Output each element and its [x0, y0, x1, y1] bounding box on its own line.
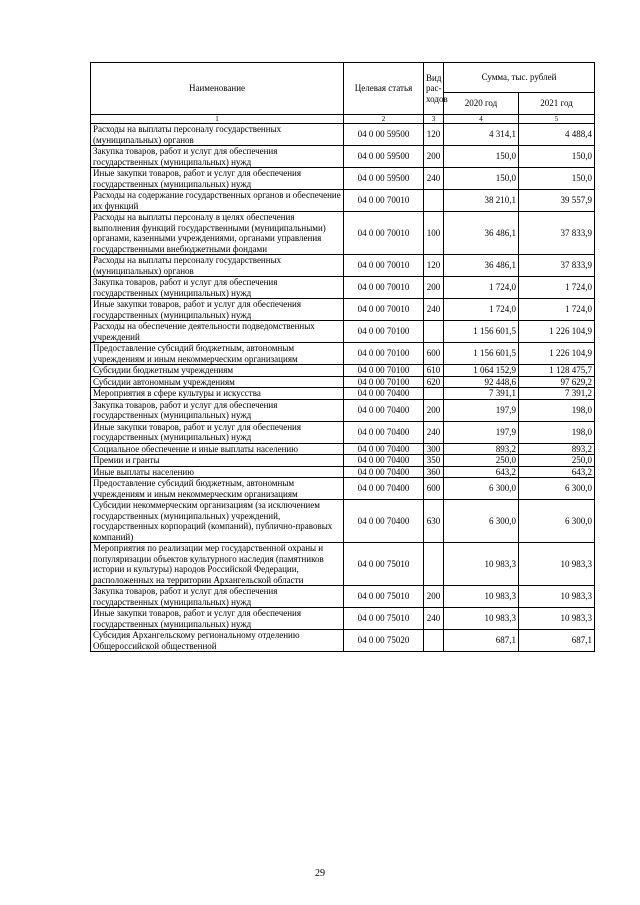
table-row	[91, 388, 595, 400]
row-amount-2021-cell: 250,0	[519, 455, 595, 467]
row-expense-type-cell: 360	[424, 466, 444, 478]
row-name-cell: Расходы на выплаты персоналу государственных (муниципальных) органов	[91, 255, 344, 277]
row-expense-type-cell: 600	[424, 343, 444, 365]
row-target-code-cell: 04 0 00 75020	[344, 630, 424, 652]
row-amount-2021-cell: 10 983,3	[519, 543, 595, 586]
budget-table	[90, 62, 595, 652]
row-name-cell: Закупка товаров, работ и услуг для обеспечения государственных (муниципальных) нужд	[91, 399, 344, 421]
row-expense-type-cell: 240	[424, 299, 444, 321]
row-target-code-cell: 04 0 00 70400	[344, 388, 424, 400]
row-name-cell: Мероприятия по реализации мер государственной охраны и популяризации объектов культурного наследия (памятников истории и культуры) народов Российской Федерации, расположенных на территории Архангельской области	[91, 543, 344, 586]
table-row	[91, 343, 595, 365]
row-amount-2020-cell: 197,9	[444, 399, 519, 421]
row-amount-2020-cell: 92 448,6	[444, 376, 519, 388]
row-name-cell: Социальное обеспечение и иные выплаты населению	[91, 443, 344, 455]
table-row	[91, 255, 595, 277]
row-amount-2021-cell: 1 226 104,9	[519, 343, 595, 365]
row-expense-type-cell: 120	[424, 255, 444, 277]
row-amount-2021-cell: 10 983,3	[519, 608, 595, 630]
row-name-cell: Иные закупки товаров, работ и услуг для обеспечения государственных (муниципальных) нужд	[91, 299, 344, 321]
row-target-code-cell: 04 0 00 70010	[344, 299, 424, 321]
row-expense-type-cell: 200	[424, 146, 444, 168]
table-row	[91, 299, 595, 321]
row-target-code-cell: 04 0 00 75010	[344, 586, 424, 608]
header-year-2021: 2021 год	[519, 93, 595, 115]
table-row	[91, 421, 595, 443]
row-amount-2021-cell: 1 226 104,9	[519, 321, 595, 343]
row-amount-2020-cell: 1 724,0	[444, 299, 519, 321]
row-target-code-cell: 04 0 00 70100	[344, 321, 424, 343]
row-name-cell: Расходы на содержание государственных органов и обеспечение их функций	[91, 190, 344, 212]
table-row	[91, 455, 595, 467]
table-row	[91, 212, 595, 255]
row-amount-2021-cell: 1 724,0	[519, 299, 595, 321]
row-target-code-cell: 04 0 00 70010	[344, 255, 424, 277]
row-amount-2020-cell: 10 983,3	[444, 586, 519, 608]
row-name-cell: Иные закупки товаров, работ и услуг для обеспечения государственных (муниципальных) нужд	[91, 608, 344, 630]
row-amount-2020-cell: 36 486,1	[444, 212, 519, 255]
row-amount-2020-cell: 1 156 601,5	[444, 343, 519, 365]
row-amount-2020-cell: 1 156 601,5	[444, 321, 519, 343]
row-expense-type-cell: 300	[424, 443, 444, 455]
header-year-2020: 2020 год	[444, 93, 519, 115]
row-amount-2021-cell: 6 300,0	[519, 478, 595, 500]
row-amount-2021-cell: 150,0	[519, 168, 595, 190]
table-row	[91, 466, 595, 478]
row-name-cell: Закупка товаров, работ и услуг для обеспечения государственных (муниципальных) нужд	[91, 586, 344, 608]
table-row	[91, 168, 595, 190]
row-expense-type-cell: 120	[424, 124, 444, 146]
table-row	[91, 146, 595, 168]
row-expense-type-cell	[424, 321, 444, 343]
row-amount-2020-cell: 150,0	[444, 146, 519, 168]
row-amount-2021-cell: 1 724,0	[519, 277, 595, 299]
row-amount-2021-cell: 37 833,9	[519, 212, 595, 255]
row-amount-2020-cell: 250,0	[444, 455, 519, 467]
row-amount-2020-cell: 6 300,0	[444, 500, 519, 543]
row-target-code-cell: 04 0 00 70400	[344, 466, 424, 478]
row-name-cell: Субсидии автономным учреждениям	[91, 376, 344, 388]
row-name-cell: Субсидии некоммерческим организациям (за исключением государственных (муниципальных) учреждений, государственных корпораций (компаний), публично-правовых компаний)	[91, 500, 344, 543]
header-target: Целевая статья	[344, 63, 424, 115]
row-expense-type-cell	[424, 630, 444, 652]
row-target-code-cell: 04 0 00 59500	[344, 146, 424, 168]
header-sum: Сумма, тыс. рублей	[444, 63, 595, 93]
row-target-code-cell: 04 0 00 70400	[344, 500, 424, 543]
row-amount-2021-cell: 198,0	[519, 421, 595, 443]
row-target-code-cell: 04 0 00 70010	[344, 212, 424, 255]
row-target-code-cell: 04 0 00 70400	[344, 421, 424, 443]
row-expense-type-cell: 200	[424, 399, 444, 421]
row-target-code-cell: 04 0 00 70100	[344, 365, 424, 377]
row-amount-2021-cell: 39 557,9	[519, 190, 595, 212]
row-target-code-cell: 04 0 00 70100	[344, 376, 424, 388]
row-amount-2021-cell: 198,0	[519, 399, 595, 421]
row-amount-2021-cell: 7 391,2	[519, 388, 595, 400]
row-amount-2021-cell: 1 128 475,7	[519, 365, 595, 377]
table-row	[91, 277, 595, 299]
row-amount-2020-cell: 643,2	[444, 466, 519, 478]
row-target-code-cell: 04 0 00 70400	[344, 478, 424, 500]
row-expense-type-cell: 600	[424, 478, 444, 500]
table-row	[91, 321, 595, 343]
row-name-cell: Предоставление субсидий бюджетным, автономным учреждениям и иным некоммерческим организациям	[91, 343, 344, 365]
column-number: 4	[444, 115, 519, 124]
row-name-cell: Иные выплаты населению	[91, 466, 344, 478]
table-row	[91, 608, 595, 630]
row-target-code-cell: 04 0 00 70010	[344, 277, 424, 299]
row-target-code-cell: 04 0 00 75010	[344, 543, 424, 586]
row-amount-2020-cell: 4 314,1	[444, 124, 519, 146]
row-amount-2021-cell: 893,2	[519, 443, 595, 455]
row-amount-2021-cell: 10 983,3	[519, 586, 595, 608]
table-row	[91, 543, 595, 586]
page-number: 29	[315, 868, 325, 879]
row-expense-type-cell	[424, 190, 444, 212]
row-name-cell: Расходы на выплаты персоналу государственных (муниципальных) органов	[91, 124, 344, 146]
row-expense-type-cell: 200	[424, 277, 444, 299]
row-amount-2021-cell: 37 833,9	[519, 255, 595, 277]
row-amount-2020-cell: 6 300,0	[444, 478, 519, 500]
row-amount-2020-cell: 1 064 152,9	[444, 365, 519, 377]
column-number: 1	[91, 115, 344, 124]
row-target-code-cell: 04 0 00 70010	[344, 190, 424, 212]
row-name-cell: Премии и гранты	[91, 455, 344, 467]
row-amount-2020-cell: 687,1	[444, 630, 519, 652]
column-number: 3	[424, 115, 444, 124]
row-amount-2020-cell: 36 486,1	[444, 255, 519, 277]
row-amount-2020-cell: 893,2	[444, 443, 519, 455]
row-amount-2021-cell: 4 488,4	[519, 124, 595, 146]
table-row	[91, 399, 595, 421]
row-expense-type-cell: 610	[424, 365, 444, 377]
row-expense-type-cell: 240	[424, 168, 444, 190]
row-target-code-cell: 04 0 00 59500	[344, 124, 424, 146]
table-row	[91, 630, 595, 652]
row-amount-2021-cell: 6 300,0	[519, 500, 595, 543]
row-name-cell: Мероприятия в сфере культуры и искусства	[91, 388, 344, 400]
row-target-code-cell: 04 0 00 70400	[344, 399, 424, 421]
row-target-code-cell: 04 0 00 59500	[344, 168, 424, 190]
row-name-cell: Расходы на обеспечение деятельности подведомственных учреждений	[91, 321, 344, 343]
header-type: Вид рас-ходов	[424, 63, 444, 115]
row-amount-2021-cell: 687,1	[519, 630, 595, 652]
row-name-cell: Субсидии бюджетным учреждениям	[91, 365, 344, 377]
row-amount-2020-cell: 150,0	[444, 168, 519, 190]
row-expense-type-cell: 240	[424, 421, 444, 443]
row-expense-type-cell	[424, 388, 444, 400]
table-row	[91, 190, 595, 212]
row-amount-2020-cell: 10 983,3	[444, 543, 519, 586]
column-number: 2	[344, 115, 424, 124]
row-expense-type-cell: 630	[424, 500, 444, 543]
row-name-cell: Закупка товаров, работ и услуг для обеспечения государственных (муниципальных) нужд	[91, 277, 344, 299]
row-target-code-cell: 04 0 00 70100	[344, 343, 424, 365]
row-target-code-cell: 04 0 00 70400	[344, 455, 424, 467]
row-amount-2020-cell: 197,9	[444, 421, 519, 443]
table-body	[91, 124, 595, 652]
row-name-cell: Предоставление субсидий бюджетным, автономным учреждениям и иным некоммерческим организациям	[91, 478, 344, 500]
row-target-code-cell: 04 0 00 75010	[344, 608, 424, 630]
row-name-cell: Иные закупки товаров, работ и услуг для обеспечения государственных (муниципальных) нужд	[91, 421, 344, 443]
row-expense-type-cell: 240	[424, 608, 444, 630]
row-amount-2020-cell: 7 391,1	[444, 388, 519, 400]
table-row	[91, 500, 595, 543]
row-amount-2021-cell: 643,2	[519, 466, 595, 478]
row-name-cell: Субсидия Архангельскому региональному отделению Общероссийской общественной	[91, 630, 344, 652]
row-name-cell: Закупка товаров, работ и услуг для обеспечения государственных (муниципальных) нужд	[91, 146, 344, 168]
table-row	[91, 376, 595, 388]
row-amount-2020-cell: 38 210,1	[444, 190, 519, 212]
row-amount-2020-cell: 1 724,0	[444, 277, 519, 299]
header-name: Наименование	[91, 63, 344, 115]
table-row	[91, 586, 595, 608]
table-row	[91, 478, 595, 500]
row-expense-type-cell: 100	[424, 212, 444, 255]
row-name-cell: Расходы на выплаты персоналу в целях обеспечения выполнения функций государственными (муниципальными) органами, казенными учреждениями, органами управления государственными внебюджетными фондами	[91, 212, 344, 255]
table-row	[91, 365, 595, 377]
row-amount-2021-cell: 97 629,2	[519, 376, 595, 388]
table-row	[91, 443, 595, 455]
row-amount-2020-cell: 10 983,3	[444, 608, 519, 630]
row-name-cell: Иные закупки товаров, работ и услуг для обеспечения государственных (муниципальных) нужд	[91, 168, 344, 190]
row-amount-2021-cell: 150,0	[519, 146, 595, 168]
row-expense-type-cell: 200	[424, 586, 444, 608]
row-expense-type-cell	[424, 543, 444, 586]
row-target-code-cell: 04 0 00 70400	[344, 443, 424, 455]
column-number: 5	[519, 115, 595, 124]
row-expense-type-cell: 350	[424, 455, 444, 467]
row-expense-type-cell: 620	[424, 376, 444, 388]
table-row	[91, 124, 595, 146]
